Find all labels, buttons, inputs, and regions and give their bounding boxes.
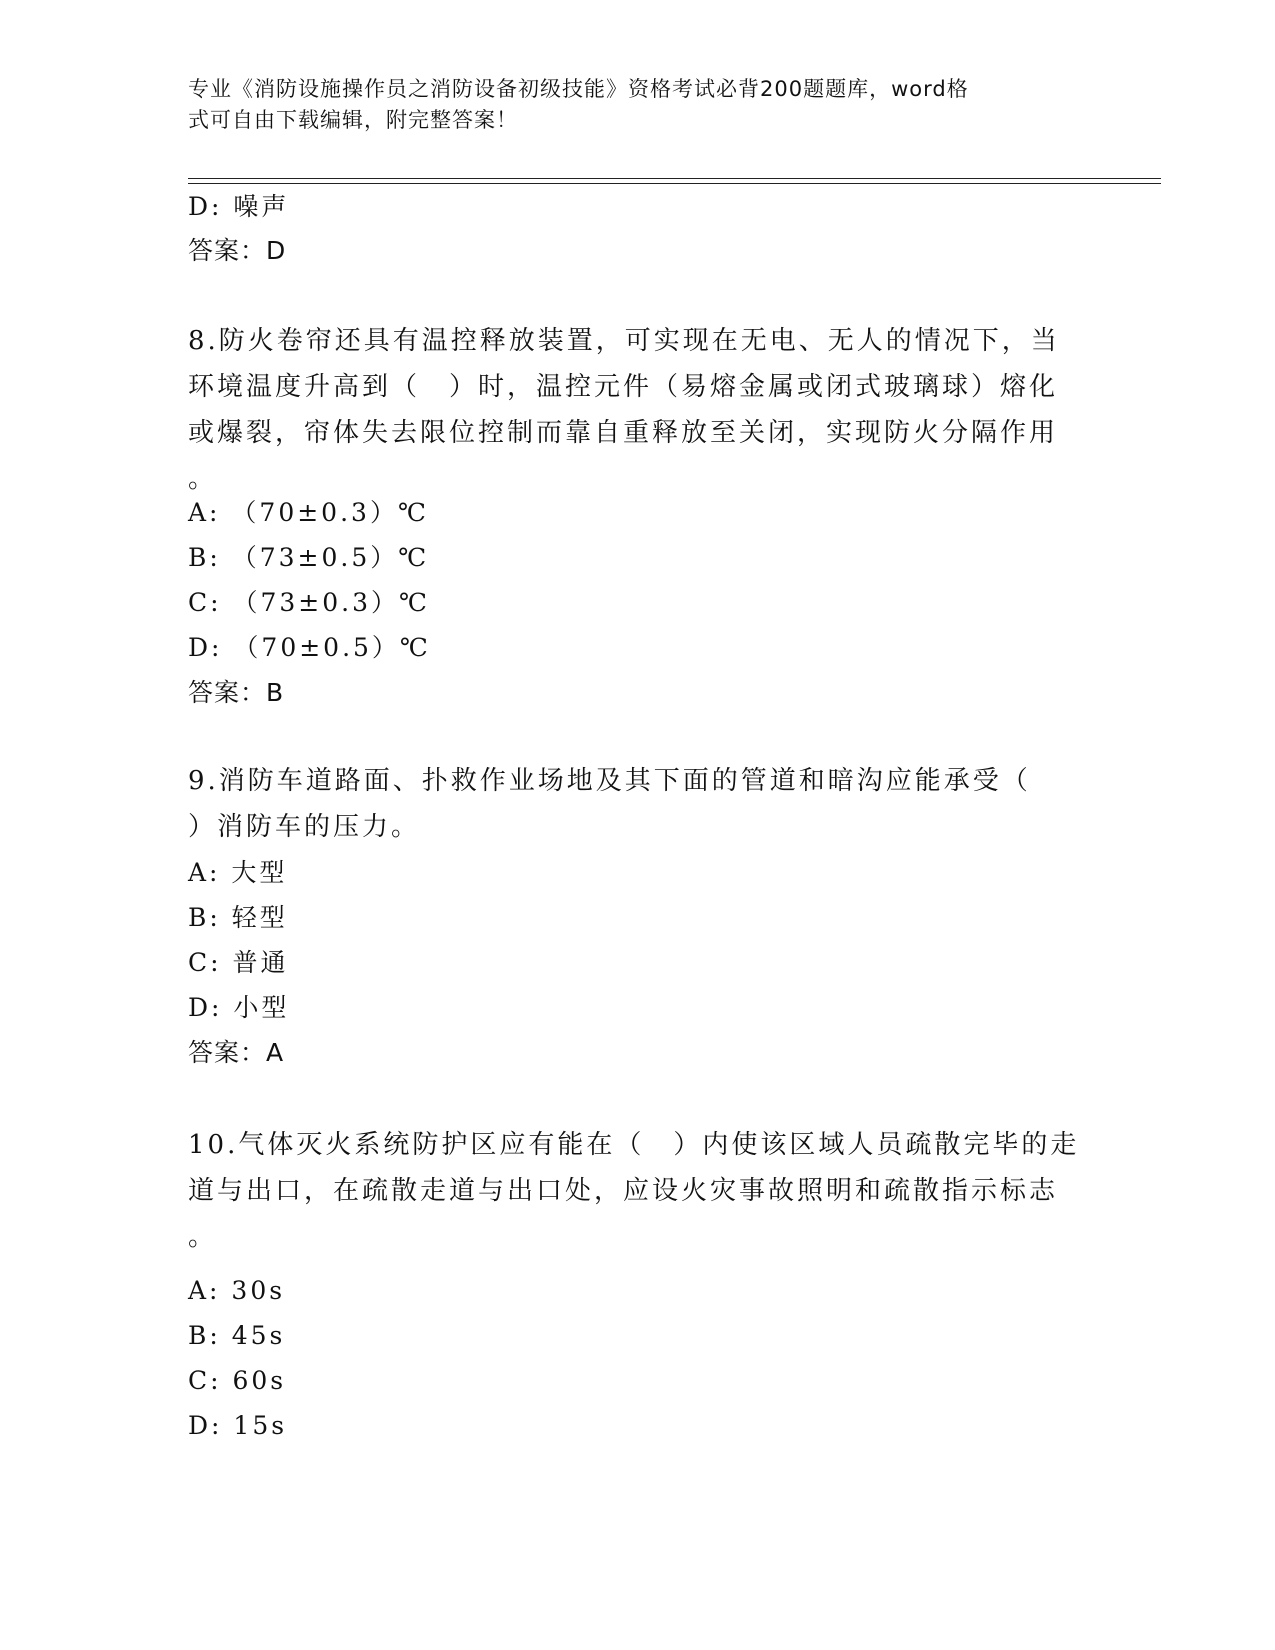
q10-stem-line-2: 道与出口，在疏散走道与出口处，应设火灾事故照明和疏散指示标志 [188, 1176, 1059, 1206]
q10-option-a: A: 30s [188, 1276, 286, 1305]
page-header [188, 74, 1068, 136]
q10-stem-line-1: 10.气体灭火系统防护区应有能在（ ）内使该区域人员疏散完毕的走 [188, 1130, 1080, 1160]
q9-option-d: D: 小型 [188, 993, 290, 1022]
prev-answer: 答案：D [188, 236, 287, 265]
q8-stem-line-3: 或爆裂，帘体失去限位控制而靠自重释放至关闭，实现防火分隔作用 [188, 418, 1059, 448]
q10-option-d: D: 15s [188, 1411, 288, 1440]
q9-option-a: A: 大型 [188, 858, 288, 887]
header-divider-thick [188, 178, 1161, 179]
q9-answer: 答案：A [188, 1038, 285, 1067]
header-title-line-2: 式可自由下载编辑，附完整答案！ [188, 108, 518, 132]
q8-option-a: A: （70±0.3）℃ [188, 498, 429, 527]
q8-answer: 答案：B [188, 678, 285, 707]
question-8-stem [188, 318, 1088, 502]
q9-stem-line-1: 9.消防车道路面、扑救作业场地及其下面的管道和暗沟应能承受（ [188, 766, 1031, 796]
q8-option-c: C: （73±0.3）℃ [188, 588, 430, 617]
q10-stem-line-3: 。 [188, 1222, 218, 1252]
q8-stem-line-1: 8.防火卷帘还具有温控释放装置，可实现在无电、无人的情况下，当 [188, 326, 1060, 356]
q8-stem-line-2: 环境温度升高到（ ）时，温控元件（易熔金属或闭式玻璃球）熔化 [188, 372, 1059, 402]
q8-option-b: B: （73±0.5）℃ [188, 543, 430, 572]
header-title-line-1: 专业《消防设施操作员之消防设备初级技能》资格考试必背200题题库，word格 [188, 77, 969, 101]
q9-stem-line-2: ）消防车的压力。 [188, 812, 421, 842]
q9-option-c: C: 普通 [188, 948, 289, 977]
prev-option-d: D: 噪声 [188, 192, 290, 221]
q8-option-d: D: （70±0.5）℃ [188, 633, 431, 662]
q10-option-c: C: 60s [188, 1366, 287, 1395]
q9-option-b: B: 轻型 [188, 903, 288, 932]
q10-option-b: B: 45s [188, 1321, 286, 1350]
question-9-stem [188, 758, 1088, 850]
question-10-stem [188, 1122, 1088, 1260]
q8-stem-line-4: 。 [188, 464, 218, 494]
header-divider-thin [188, 183, 1161, 184]
